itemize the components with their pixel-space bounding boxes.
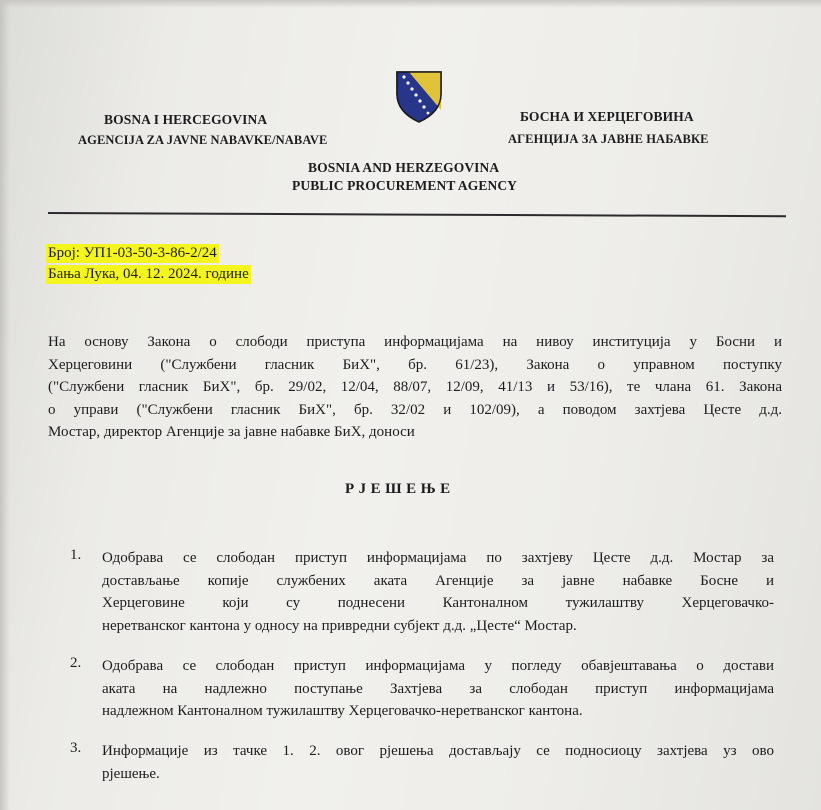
decision-item-2 <box>102 655 774 723</box>
preamble-line: о управи ("Службени гласник БиХ", бр. 32/02 и 102/09), а поводом захтјева Цесте д.д. <box>48 401 782 418</box>
item-number: 1. <box>70 547 82 563</box>
header-left-line1: BOSNA I HERCEGOVINA <box>104 112 268 127</box>
item-number: 3. <box>70 740 82 756</box>
item-line: надлежном Кантоналном тужилаштву Херцеговачко-неретванског кантона. <box>102 703 583 719</box>
preamble-line: Херцеговини ("Службени гласник БиХ", бр. 61/23), Закона о управном поступку <box>48 356 782 373</box>
decision-item-3 <box>102 740 774 785</box>
header-divider <box>48 212 786 217</box>
preamble-line: ("Службени гласник БиХ", бр. 29/02, 12/04, 88/07, 12/09, 41/13 и 53/16), те члана 61. Закона <box>48 379 782 395</box>
document-title: РЈЕШЕЊЕ <box>345 481 455 497</box>
header-right-line1: БОСНА И ХЕРЦЕГОВИНА <box>520 109 694 124</box>
header-center-line2: PUBLIC PROCUREMENT AGENCY <box>292 178 518 193</box>
reference-place-date-text: Бања Лука, 04. 12. 2024. године <box>48 266 249 282</box>
decision-item-1 <box>102 547 774 637</box>
item-line: Херцеговине који су поднесени Кантоналном тужилаштву Херцеговачко- <box>102 595 774 611</box>
item-line: достављање копије службених аката Агенције за јавне набавке Босне и <box>102 572 774 589</box>
header-center-line1: BOSNIA AND HERZEGOVINA <box>308 160 500 175</box>
preamble-line: На основу Закона о слободи приступа информацијама на нивоу институција у Босни и <box>48 334 782 350</box>
header-right-line2: АГЕНЦИЈА ЗА ЈАВНЕ НАБАВКЕ <box>508 132 709 146</box>
paper-shadow-left <box>0 0 10 810</box>
coat-of-arms-icon <box>395 70 443 124</box>
reference-number-text: Број: УП1-03-50-3-86-2/24 <box>48 245 217 261</box>
item-line: аката на надлежно поступање Захтјева за слободан приступ информацијама <box>102 680 774 697</box>
item-line: Одобрава се слободан приступ информацијама по захтјеву Цесте д.д. Мостар за <box>102 550 774 566</box>
item-line: неретванског кантона у односу на привредни субјект д.д. „Цесте“ Мостар. <box>102 617 577 634</box>
item-line: Информације из тачке 1. 2. овог рјешења достављају се подносиоцу захтјева уз ово <box>102 743 774 759</box>
item-line: рјешење. <box>102 765 160 782</box>
paper-shadow-top <box>0 0 821 8</box>
reference-number <box>46 245 219 262</box>
preamble-line: Мостар, директор Агенције за јавне набавке БиХ, доноси <box>48 424 415 440</box>
header-left-line2: AGENCIJA ZA JAVNE NABAVKE/NABAVE <box>78 133 328 147</box>
item-number: 2. <box>70 655 82 671</box>
item-line: Одобрава се слободан приступ информацијама у погледу обавјештавања о достави <box>102 658 774 674</box>
reference-place-date <box>46 266 251 283</box>
preamble-paragraph <box>48 331 782 444</box>
